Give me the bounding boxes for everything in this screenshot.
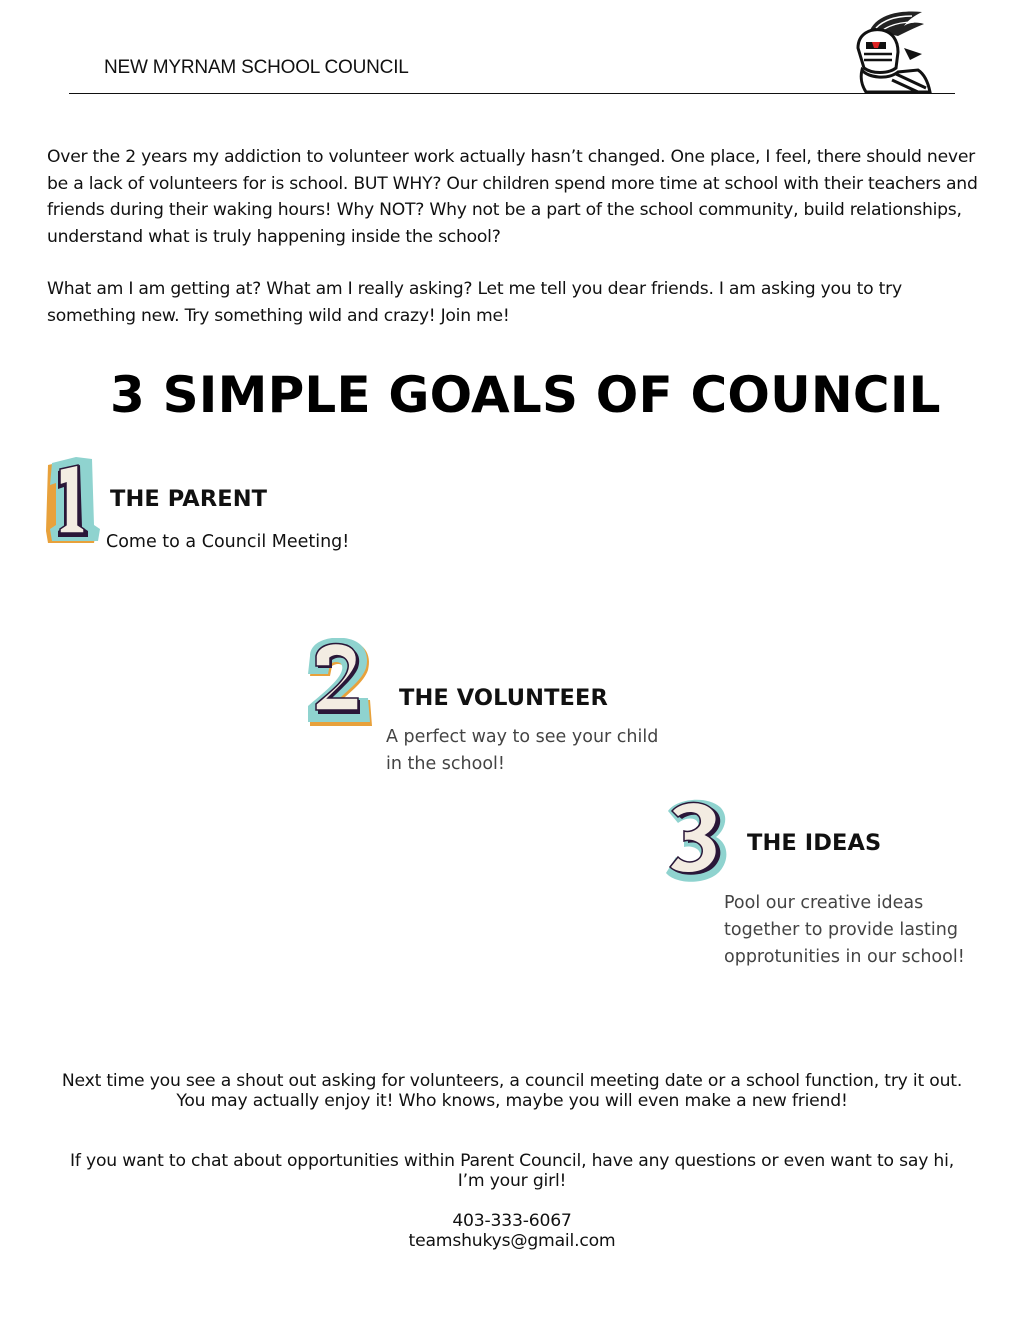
goal-description-parent: Come to a Council Meeting!: [106, 532, 350, 552]
goal-title-ideas: THE IDEAS: [747, 830, 882, 856]
closing-paragraph-2-line-2: I’m your girl!: [457, 1171, 567, 1191]
header-divider: [69, 93, 955, 94]
closing-paragraph-2-line-1: If you want to chat about opportunities within Parent Council, have any questions or even want to say hi,: [70, 1151, 954, 1171]
intro-paragraph-1: Over the 2 years my addiction to volunteer work actually hasn’t changed. One place, I feel, there should never be a lack of volunteers for is school. BUT WHY? Our children spend more time at school with their teachers and friends during their waking hours! Why NOT? Why not be a part of the school community, build relationships, understand what is truly happening inside the school?: [47, 147, 978, 247]
intro-paragraph-2: What am I am getting at? What am I really asking? Let me tell you dear friends. I am asking you to try something new. Try something wild and crazy! Join me!: [47, 279, 902, 326]
knight-helmet-icon: [848, 8, 934, 96]
closing-paragraph-1-line-2: You may actually enjoy it! Who knows, maybe you will even make a new friend!: [176, 1091, 848, 1111]
goal-title-parent: THE PARENT: [110, 486, 268, 512]
goals-heading: 3 SIMPLE GOALS OF COUNCIL: [110, 366, 941, 424]
goal-description-ideas: Pool our creative ideas together to provide lasting opprotunities in our school!: [724, 893, 965, 967]
number-two-badge: [306, 638, 378, 728]
goal-title-volunteer: THE VOLUNTEER: [399, 685, 608, 711]
goal-description-volunteer: A perfect way to see your child in the school!: [386, 727, 659, 774]
closing-paragraph-1: [20, 1071, 1004, 1111]
contact-phone: 403-333-6067: [452, 1211, 572, 1231]
number-one-badge: [44, 457, 110, 545]
closing-paragraph-1-line-1: Next time you see a shout out asking for volunteers, a council meeting date or a school function, try it out.: [61, 1071, 963, 1091]
school-council-header-title: NEW MYRNAM SCHOOL COUNCIL: [104, 57, 409, 78]
closing-paragraph-2: [20, 1151, 1004, 1191]
contact-email: teamshukys@gmail.com: [408, 1231, 616, 1251]
number-three-badge: [662, 797, 732, 885]
contact-info: [20, 1211, 1004, 1251]
